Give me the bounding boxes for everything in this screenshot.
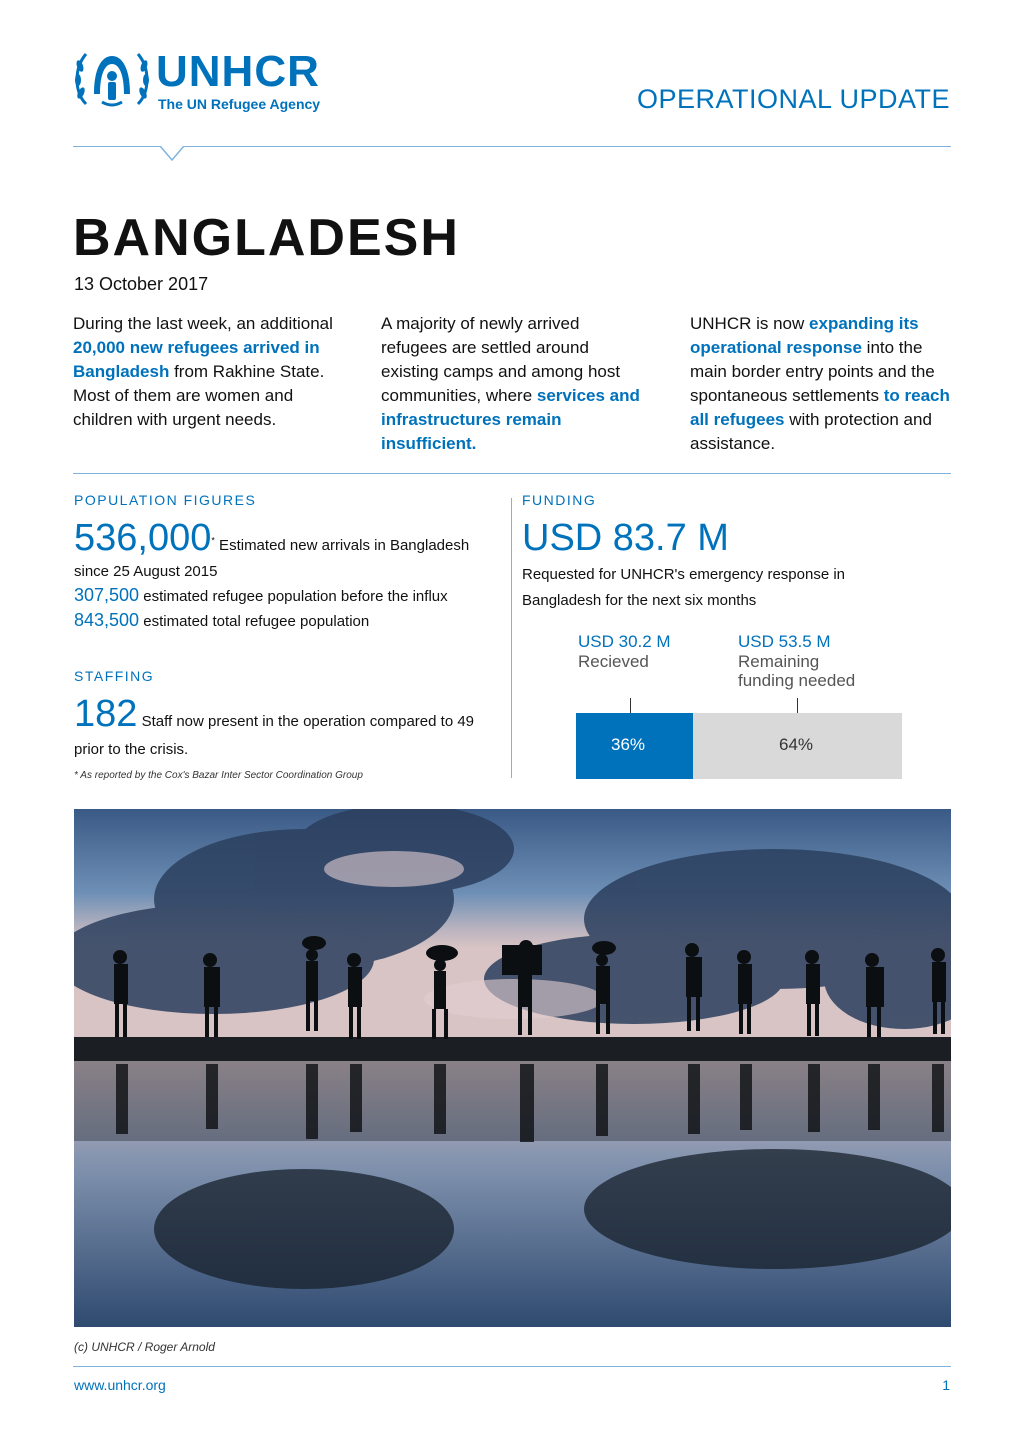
staffing-figure xyxy=(74,694,504,764)
total-population-text: estimated total refugee population xyxy=(139,613,370,630)
intro-text: UNHCR is now xyxy=(690,314,810,333)
intro-text: into the main border entry points and the spontaneous settlements xyxy=(690,338,935,405)
logo-subtitle: The UN Refugee Agency xyxy=(158,96,321,112)
highlight-text: expanding its operational response xyxy=(690,314,919,357)
photo-illustration xyxy=(74,809,951,1327)
received-label: Recieved xyxy=(578,652,649,671)
new-arrivals-text: Estimated new arrivals in Bangladesh since 25 August 2015 xyxy=(74,537,470,580)
footer-divider xyxy=(73,1366,951,1367)
intro-text: During the last week, an additional xyxy=(73,314,333,333)
footnote: * As reported by the Cox's Bazar Inter Sector Coordination Group xyxy=(74,770,363,781)
staffing-section-label: STAFFING xyxy=(74,668,155,684)
remaining-amount: USD 53.5 M xyxy=(738,632,831,651)
section-divider xyxy=(73,473,951,474)
page-title: BANGLADESH xyxy=(73,209,460,267)
population-section-label: POPULATION FIGURES xyxy=(74,492,257,508)
intro-text: A majority of newly arrived refugees are settled around existing camps and among host communities, where xyxy=(381,314,621,405)
highlight-text: services and infrastructures remain insufficient. xyxy=(381,386,640,453)
funding-description: Requested for UNHCR's emergency response in Bangladesh for the next six months xyxy=(522,566,846,609)
highlight-text: 20,000 new refugees arrived in Bangladesh xyxy=(73,338,320,381)
header-divider xyxy=(73,146,951,147)
received-amount: USD 30.2 M xyxy=(578,632,671,651)
new-arrivals-value: 536,000 xyxy=(74,517,212,559)
before-influx-value: 307,500 xyxy=(74,585,140,605)
remaining-percentage: 64% xyxy=(779,735,814,754)
highlight-text: to reach all refugees xyxy=(690,386,950,429)
received-percentage: 36% xyxy=(611,735,646,754)
staff-count-value: 182 xyxy=(74,693,138,735)
unhcr-emblem-icon xyxy=(72,46,152,112)
funding-section-label: FUNDING xyxy=(522,492,597,508)
intro-text: with protection and assistance. xyxy=(690,410,932,453)
remaining-label-line-1: Remaining xyxy=(738,652,820,671)
footnote-marker: * xyxy=(211,535,215,546)
total-population-value: 843,500 xyxy=(74,610,140,630)
intro-column-3 xyxy=(690,312,952,456)
population-main-figure xyxy=(74,518,504,585)
refugees-walking-photo xyxy=(74,809,951,1327)
logo-wordmark: UNHCR xyxy=(156,47,320,96)
population-before-line xyxy=(74,585,504,606)
intro-column-1 xyxy=(73,312,335,432)
website-link[interactable]: www.unhcr.org xyxy=(74,1377,166,1393)
staff-count-text: Staff now present in the operation compared to 49 prior to the crisis. xyxy=(74,713,475,758)
remaining-label-line-2: funding needed xyxy=(738,671,856,690)
funding-progress-bar xyxy=(576,713,902,779)
column-divider xyxy=(511,498,512,778)
funding-total-value: USD 83.7 M xyxy=(522,517,729,559)
report-date: 13 October 2017 xyxy=(74,274,209,294)
intro-text: from Rakhine State. Most of them are women and children with urgent needs. xyxy=(73,362,325,429)
page-number: 1 xyxy=(942,1377,950,1393)
document-type: OPERATIONAL UPDATE xyxy=(636,84,950,114)
intro-column-2 xyxy=(381,312,643,456)
chevron-down-icon xyxy=(160,146,184,162)
population-total-line xyxy=(74,610,504,631)
photo-credit: (c) UNHCR / Roger Arnold xyxy=(74,1340,215,1354)
before-influx-text: estimated refugee population before the influx xyxy=(139,588,448,605)
